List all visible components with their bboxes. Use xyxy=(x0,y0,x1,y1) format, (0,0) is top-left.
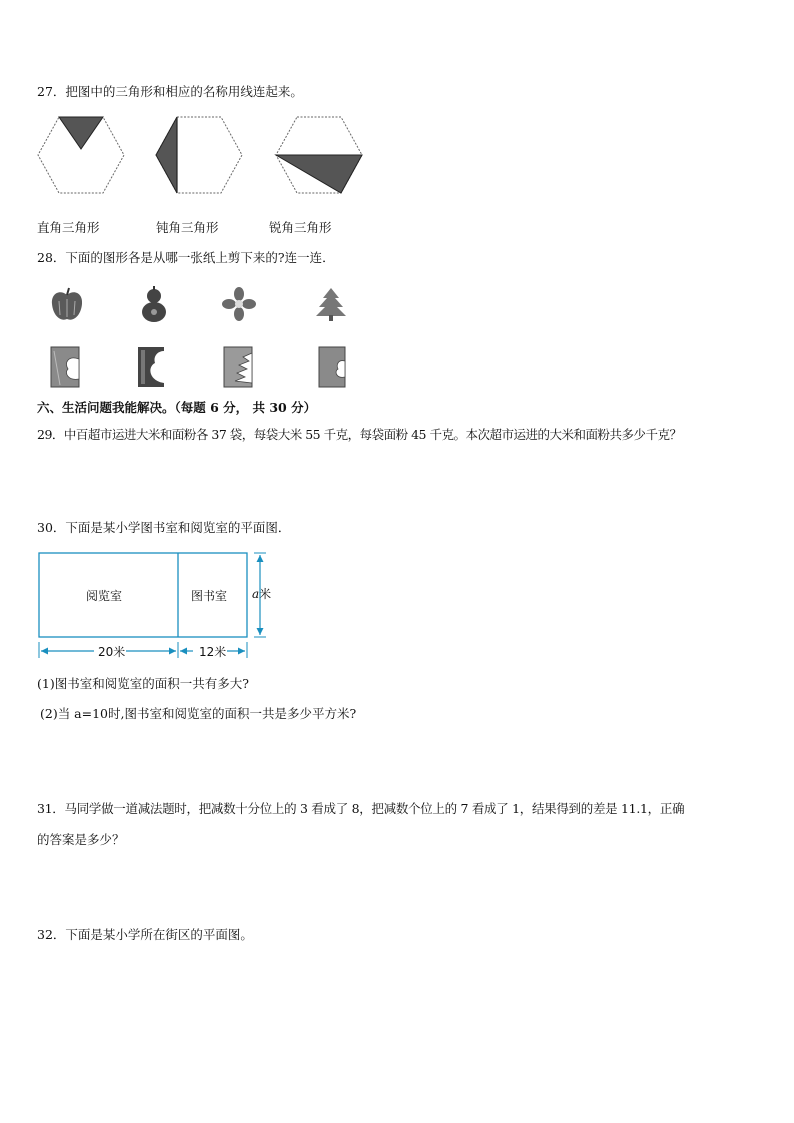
cut-paper-3 xyxy=(223,347,255,389)
q30-floor-plan xyxy=(38,552,278,670)
cut-paper-2 xyxy=(137,347,167,389)
q31-line1: 31．马同学做一道减法题时，把减数十分位上的 3 看成了 8，把减数个位上的 7 看成了 1，结果得到的差是 11.1，正确 xyxy=(37,801,685,816)
hexagon-3 xyxy=(276,117,362,193)
q27-label-right: 直角三角形 xyxy=(37,220,100,235)
q27-label-acute: 锐角三角形 xyxy=(269,220,332,235)
tree-icon xyxy=(315,288,347,322)
width-label-library: 12米 xyxy=(199,645,227,659)
height-label xyxy=(252,586,271,602)
q30-sub1: (1)图书室和阅览室的面积一共有多大? xyxy=(37,676,249,691)
q29-text: 29．中百超市运进大米和面粉各 37 袋，每袋大米 55 千克，每袋面粉 45 千克。本次超市运进的大米和面粉共多少千克？ xyxy=(37,427,682,442)
q30-text: 30．下面是某小学图书室和阅览室的平面图． xyxy=(37,520,291,535)
q28-text: 28．下面的图形各是从哪一张纸上剪下来的?连一连． xyxy=(37,250,335,265)
q27-text: 27．把图中的三角形和相应的名称用线连起来。 xyxy=(37,84,303,99)
q27-label-obtuse: 钝角三角形 xyxy=(156,220,219,235)
cut-paper-1 xyxy=(50,347,82,389)
room-label-reading: 阅览室 xyxy=(86,589,123,603)
section6-title: 六、生活问题我能解决。（每题 6 分， 共 30 分） xyxy=(37,400,317,415)
height-variable: a xyxy=(252,587,260,601)
q32-text: 32．下面是某小学所在街区的平面图。 xyxy=(37,927,253,942)
apple-icon xyxy=(50,287,84,323)
q30-sub2: (2)当 a=10时,图书室和阅览室的面积一共是多少平方米? xyxy=(40,706,357,721)
hexagon-1 xyxy=(38,117,124,193)
width-label-reading: 20米 xyxy=(98,645,126,659)
cut-paper-4 xyxy=(318,347,348,389)
gourd-icon xyxy=(140,286,168,324)
room-label-library: 图书室 xyxy=(191,589,228,603)
flower-icon xyxy=(222,287,256,321)
height-unit: 米 xyxy=(259,587,272,601)
q31-line2: 的答案是多少？ xyxy=(37,832,125,847)
hexagon-2 xyxy=(156,117,242,193)
q27-hexagon-figures xyxy=(38,117,368,195)
